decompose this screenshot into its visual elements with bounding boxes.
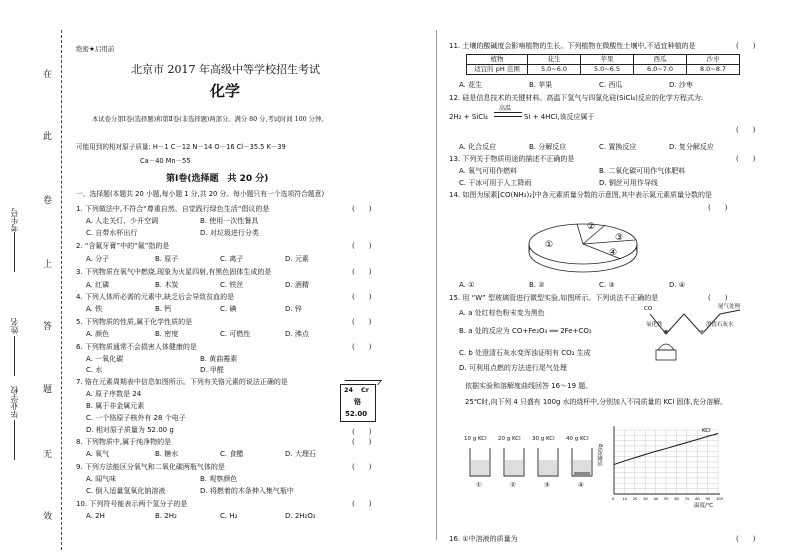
pie-label: ④: [609, 248, 618, 258]
pie-label: ③: [615, 233, 624, 243]
fill-line: [14, 420, 15, 460]
option[interactable]: D. 复分解反应: [669, 143, 714, 151]
candidate-number-label: 考生号: [10, 208, 19, 232]
subject-title: 化学: [210, 82, 241, 100]
answer-paren[interactable]: ( ): [352, 438, 372, 446]
fig-label-lime: 澄清石灰水: [706, 322, 734, 328]
answer-paren[interactable]: ( ): [352, 500, 372, 508]
question-11-stem: 11. 土壤的酸碱度会影响植物的生长。下列植物在微酸性土壤中,不适宜种植的是: [449, 42, 696, 50]
beaker-1: [470, 448, 490, 476]
fill-line: [14, 232, 15, 272]
atomic-mass: 52.00: [345, 410, 368, 418]
option[interactable]: D. 沸点: [285, 330, 309, 338]
option[interactable]: D. 相对原子质量为 52.00 g: [86, 426, 174, 434]
answer-paren[interactable]: ( ): [352, 318, 372, 326]
binding-cut-line: [61, 30, 62, 550]
option[interactable]: C. 干冰可用于人工降雨: [459, 179, 532, 187]
beaker-label: 40 g KCl: [566, 436, 589, 442]
x-tick-labels: [612, 497, 724, 501]
option[interactable]: A. 闻气味: [86, 475, 117, 483]
option[interactable]: A. 铁: [86, 305, 103, 313]
table-cell: 苹果: [581, 55, 634, 65]
exhaust-tube: [720, 310, 740, 314]
ph-table-row: [467, 65, 740, 75]
option[interactable]: C. 碘: [220, 305, 237, 313]
option[interactable]: B. 属于非金属元素: [86, 402, 145, 410]
table-cell: 8.0~8.7: [687, 65, 740, 75]
answer-paren[interactable]: ( ): [352, 428, 372, 436]
column-divider: [436, 30, 437, 540]
question-3-stem: 3. 下列物质在氧气中燃烧,现象为火星四射,有黑色固体生成的是: [76, 268, 272, 276]
x-tick-label: 0: [612, 497, 615, 501]
beaker-number: ①: [476, 481, 482, 489]
part1-title: 第Ⅰ卷(选择题 共 20 分): [166, 174, 269, 184]
option[interactable]: C. b 处澄清石灰水变浑浊证明有 CO₂ 生成: [459, 349, 591, 357]
answer-paren[interactable]: ( ): [736, 42, 756, 50]
option[interactable]: B. 糖水: [155, 450, 179, 458]
option[interactable]: B. 钙: [155, 305, 172, 313]
option[interactable]: B. 原子: [155, 255, 179, 263]
option[interactable]: A. 一氧化碳: [86, 355, 124, 363]
option[interactable]: C. 铁丝: [220, 281, 244, 289]
x-tick-label: 80: [695, 497, 700, 501]
option[interactable]: B. 黄曲霉素: [200, 355, 238, 363]
option[interactable]: D. 可利用点燃的方法进行尾气处理: [459, 364, 567, 372]
option[interactable]: B. 二氧化碳可用作气体肥料: [599, 167, 686, 175]
option[interactable]: C. 食醋: [220, 450, 244, 458]
option[interactable]: B. 木炭: [155, 281, 179, 289]
fig-label-tail: 尾气处理: [718, 304, 741, 310]
option[interactable]: D. 酒精: [285, 281, 309, 289]
option[interactable]: A. a 处红棕色粉末变为黑色: [459, 309, 545, 317]
series-label: KCl: [702, 428, 711, 434]
school-label: 毕业学校: [10, 386, 19, 418]
option[interactable]: A. 花生: [459, 81, 483, 89]
instructions: 本试卷分第Ⅰ卷(选择题)和第Ⅱ卷(非选择题)两部分。满分 80 分,考试时间 100 分钟。: [92, 116, 328, 123]
table-cell: 花生: [528, 55, 581, 65]
table-cell: 6.0~7.0: [634, 65, 687, 75]
beaker-label: 20 g KCl: [498, 436, 521, 442]
beaker-4: [572, 448, 592, 476]
option[interactable]: D. ④: [669, 281, 686, 289]
beaker-number: ②: [510, 481, 516, 489]
atomic-masses-cont: Ca－40 Mn－55: [140, 157, 191, 165]
tile-depth: [341, 380, 382, 385]
x-tick-label: 60: [674, 497, 679, 501]
option[interactable]: C. 倒入适量氢氧化钠溶液: [86, 487, 166, 495]
question-16-stem: 16. ①中溶液的质量为: [449, 535, 518, 543]
answer-paren[interactable]: ( ): [736, 155, 756, 163]
fig-label-co: CO: [644, 306, 653, 312]
option[interactable]: D. 锌: [285, 305, 302, 313]
option[interactable]: A. 颜色: [86, 330, 110, 338]
x-tick-label: 50: [664, 497, 669, 501]
option[interactable]: A. 氧气: [86, 450, 110, 458]
atomic-masses: 可能用到的相对原子质量: H－1 C－12 N－14 O－16 Cl－35.5 K－39: [76, 143, 286, 151]
option[interactable]: C. ③: [599, 281, 615, 289]
binding-margin: [0, 0, 68, 560]
question-10-stem: 10. 下列符号能表示两个氢分子的是: [76, 500, 188, 508]
option[interactable]: B. 密度: [155, 330, 179, 338]
x-tick-label: 30: [643, 497, 648, 501]
element-symbol: Cr: [361, 386, 369, 394]
option[interactable]: A. ①: [459, 281, 475, 289]
option[interactable]: D. 对垃圾进行分类: [200, 229, 259, 237]
x-tick-label: 70: [684, 497, 690, 501]
x-axis-label: 温度/℃: [694, 503, 714, 508]
element-name: 铬: [354, 398, 361, 406]
beaker-number: ④: [578, 481, 584, 489]
fig-label-oxide: 氧化铁: [646, 322, 663, 328]
atomic-number: 24: [344, 386, 354, 394]
answer-paren[interactable]: ( ): [708, 294, 728, 302]
option[interactable]: C. 自带水杯出行: [86, 229, 138, 237]
beaker-3: [538, 448, 558, 476]
option[interactable]: A. 原子序数是 24: [86, 390, 142, 398]
name-label: 姓名: [10, 318, 19, 334]
equals-sign: [494, 112, 522, 117]
table-cell: 植物: [467, 55, 528, 65]
option[interactable]: C. 一个铬原子核外有 28 个电子: [86, 414, 186, 422]
option[interactable]: B. ②: [529, 281, 545, 289]
option[interactable]: A. 分子: [86, 255, 110, 263]
binding-char: 上: [43, 260, 53, 270]
question-14-stem: 14. 如图为尿素[CO(NH₂)₂]中各元素质量分数的示意图,其中表示氮元素质量分数的是: [449, 191, 713, 199]
pie-label: ②: [587, 222, 596, 232]
question-4-stem: 4. 下列人体所必需的元素中,缺乏后会导致贫血的是: [76, 293, 235, 301]
answer-paren[interactable]: ( ): [736, 535, 756, 543]
secret-mark: 绝密★启用前: [76, 45, 115, 53]
answer-paren[interactable]: ( ): [352, 205, 372, 213]
option[interactable]: C. H₂: [220, 512, 238, 520]
ph-table: [466, 54, 740, 75]
option[interactable]: D. 铜丝可用作导线: [599, 179, 658, 187]
answer-paren[interactable]: ( ): [352, 268, 372, 276]
alcohol-lamp: [656, 350, 676, 360]
beaker-label: 10 g KCl: [464, 436, 487, 442]
beaker-label: 30 g KCl: [532, 436, 555, 442]
question-15-stem: 15. 用 “W” 型玻璃管进行微型实验,如图所示。下列说法不正确的是: [449, 294, 659, 302]
table-cell: 适宜的 pH 范围: [467, 65, 528, 75]
table-cell: 沙枣: [687, 55, 740, 65]
table-cell: 5.0~6.5: [581, 65, 634, 75]
beaker-row: [462, 436, 594, 492]
chart-grid: [614, 430, 718, 494]
urea-pie-figure: [525, 214, 643, 276]
reaction-condition: 高温: [499, 105, 512, 112]
question-1-stem: 1. 下列做法中,不符合“尊重自然、自觉践行绿色生活”倡议的是: [76, 205, 270, 213]
binding-char: 答: [43, 322, 53, 332]
equation-right: Si + 4HCl,该反应属于: [524, 113, 595, 121]
option[interactable]: C. 可燃性: [220, 330, 251, 338]
equation-left: 2H₂ + SiCl₄: [449, 113, 488, 121]
option[interactable]: B. 使用一次性餐具: [200, 217, 259, 225]
binding-char: 无: [43, 450, 53, 460]
option[interactable]: D. 沙枣: [669, 81, 693, 89]
answer-paren[interactable]: ( ): [352, 343, 372, 351]
question-13-stem: 13. 下列关于物质用途的描述不正确的是: [449, 155, 575, 163]
option[interactable]: A. 红磷: [86, 281, 110, 289]
answer-paren[interactable]: ( ): [352, 242, 372, 250]
y-axis-label: 溶解度/g: [598, 444, 604, 466]
x-tick-label: 40: [653, 497, 659, 501]
oxide-sample: [664, 330, 668, 334]
passage-intro: 依据实验和溶解度曲线回答 16～19 题。: [465, 382, 593, 390]
ph-table-header: [467, 55, 740, 65]
question-9-stem: 9. 下列方法能区分氧气和二氧化碳两瓶气体的是: [76, 463, 225, 471]
option[interactable]: C. 西瓜: [599, 81, 623, 89]
option[interactable]: B. 2H₂: [155, 512, 177, 520]
passage-text: 25℃时,向下列 4 只盛有 100g 水的烧杯中,分别加入不同质量的 KCl 固体,充分溶解。: [465, 398, 727, 406]
w-tube-figure: [644, 302, 754, 366]
binding-char: 效: [43, 512, 53, 522]
binding-char: 题: [43, 385, 53, 395]
binding-char: 在: [43, 70, 53, 80]
pie-label: ①: [545, 240, 554, 250]
table-cell: 5.0~6.0: [528, 65, 581, 75]
x-tick-label: 10: [622, 497, 627, 501]
option[interactable]: C. 离子: [220, 255, 244, 263]
option[interactable]: D. 大理石: [285, 450, 316, 458]
part1-description: 一、选择题(本题共 20 小题,每小题 1 分,共 20 分。每小题只有一个选项符合题意): [76, 190, 325, 198]
option[interactable]: D. 元素: [285, 255, 309, 263]
exam-title: 北京市 2017 年高级中等学校招生考试: [131, 63, 320, 76]
option[interactable]: B. a 处的反应为 CO+Fe₂O₃ ══ 2Fe+CO₂: [459, 327, 592, 335]
question-12-stem: 12. 硅是信息技术的关键材料。高温下氢气与四氯化硅(SiCl₄)反应的化学方程式为:: [449, 94, 704, 102]
option[interactable]: B. 观察颜色: [200, 475, 238, 483]
table-cell: 西瓜: [634, 55, 687, 65]
option[interactable]: A. 人走关灯、少开空调: [86, 217, 159, 225]
question-5-stem: 5. 下列物质的性质,属于化学性质的是: [76, 318, 193, 326]
question-6-stem: 6. 下列物质通常不会损害人体健康的是: [76, 343, 197, 351]
answer-paren[interactable]: ( ): [736, 126, 756, 134]
answer-paren[interactable]: ( ): [708, 204, 728, 212]
beaker-number: ③: [544, 481, 550, 489]
question-2-stem: 2. “含氟牙膏”中的“氟”指的是: [76, 242, 170, 250]
answer-paren[interactable]: ( ): [352, 293, 372, 301]
x-tick-label: 90: [705, 497, 711, 501]
burner-flame: [658, 344, 674, 350]
option[interactable]: A. 氧气可用作燃料: [459, 167, 518, 175]
option[interactable]: A. 2H: [86, 512, 105, 520]
option[interactable]: D. 甲醛: [200, 366, 224, 374]
question-7-stem: 7. 铬在元素周期表中信息如图所示。下列有关铬元素的说法正确的是: [76, 378, 288, 386]
answer-paren[interactable]: ( ): [352, 463, 372, 471]
option[interactable]: C. 置换反应: [599, 143, 637, 151]
solubility-chart: [604, 424, 724, 508]
option[interactable]: D. 将燃着的木条伸入集气瓶中: [200, 487, 294, 495]
option[interactable]: D. 2H₂O₂: [285, 512, 316, 520]
question-8-stem: 8. 下列物质中,属于纯净物的是: [76, 438, 172, 446]
element-tile: [340, 384, 376, 422]
limewater-sample: [700, 330, 704, 334]
x-tick-label: 20: [632, 497, 638, 501]
x-tick-label: 100: [716, 497, 723, 501]
binding-char: 卷: [43, 196, 53, 206]
binding-char: 此: [43, 132, 53, 142]
option[interactable]: C. 水: [86, 366, 103, 374]
option[interactable]: A. 化合反应: [459, 143, 497, 151]
option[interactable]: B. 分解反应: [529, 143, 567, 151]
beakers-figure: [462, 444, 594, 480]
option[interactable]: B. 苹果: [529, 81, 553, 89]
fill-line: [14, 336, 15, 376]
beaker-2: [504, 448, 524, 476]
